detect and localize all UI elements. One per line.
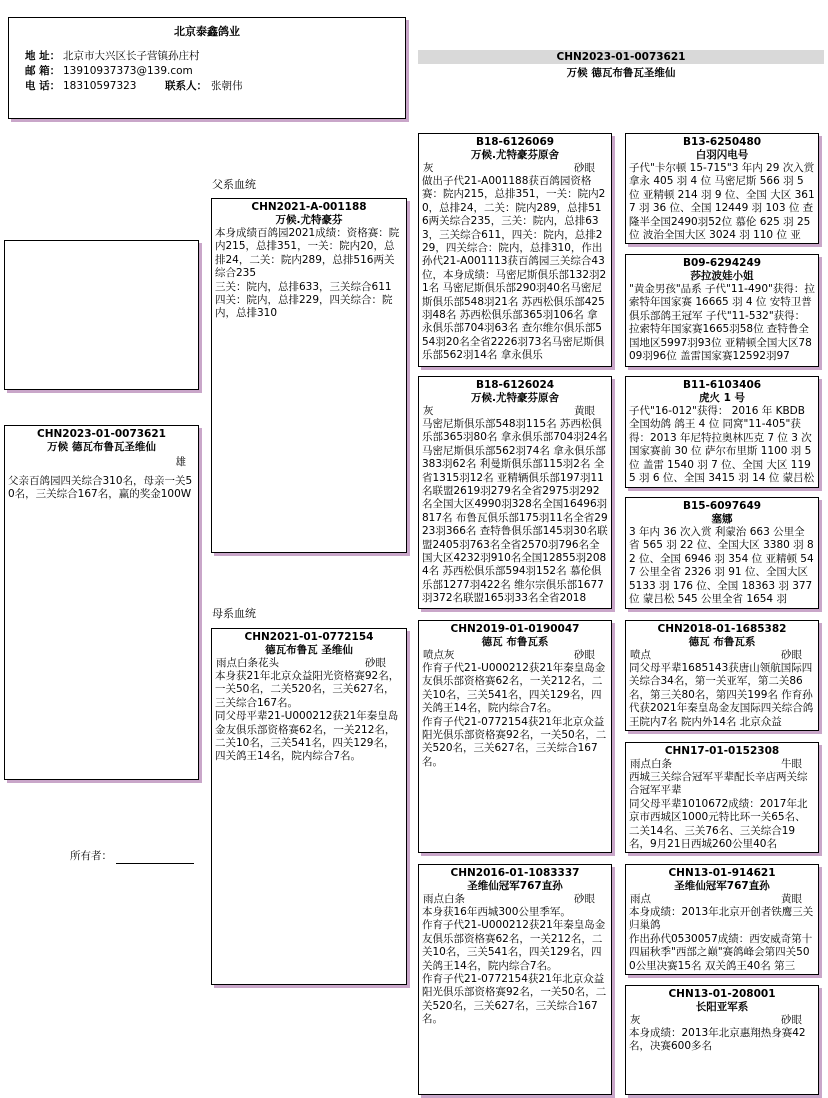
dsd-box xyxy=(625,742,819,853)
phone-line xyxy=(25,79,389,94)
dsd-text: 西城三关综合冠军平辈配长辛店两关综合冠军平辈 同父母平辈1010672成绩：2017年北京市西城区1000元特比环一关65名、二关14名、三关76名、三关综合19名，9月21日西城260公里40名 xyxy=(629,771,808,851)
address-line xyxy=(25,49,389,64)
top-title-ring: CHN2023-01-0073621 xyxy=(556,51,686,63)
ds-ring: CHN2019-01-0190047 xyxy=(450,623,580,635)
sdd-box xyxy=(625,497,819,609)
ddd-color: 灰 xyxy=(630,1014,641,1026)
dds-row xyxy=(626,893,818,906)
dsd-row xyxy=(626,758,818,771)
photo-box xyxy=(4,240,199,390)
ds-eye: 砂眼 xyxy=(574,649,595,661)
sds-box xyxy=(625,376,819,488)
dsd-color: 雨点白条 xyxy=(630,758,672,770)
ssd-name: 莎拉波娃小姐 xyxy=(690,270,754,282)
sire-ring: CHN2021-A-001188 xyxy=(251,201,367,213)
sd-color: 灰 xyxy=(423,405,434,417)
ddd-row xyxy=(626,1014,818,1027)
dd-name: 圣维仙冠军767直孙 xyxy=(467,880,563,892)
header-box xyxy=(8,17,406,119)
subject-box xyxy=(4,425,199,780)
dam-line-label: 母系血统 xyxy=(212,607,256,620)
dam-color: 雨点白条花头 xyxy=(216,657,279,669)
dds-eye: 黄眼 xyxy=(781,893,802,905)
subject-name: 万候 德瓦布鲁瓦圣维仙 xyxy=(47,441,156,453)
ss-ring: B18-6126069 xyxy=(475,136,555,148)
ds-name: 德瓦 布鲁瓦系 xyxy=(481,636,549,648)
sire-text: 本身成绩百鸽园2021成绩：资格赛：院内215，总排351，一关：院内20，总排24，二关：院内289，总排516两关综合235 三关：院内，总排633，三关综合611 四关：院内，总排229，四关综合：院内，总排310 xyxy=(215,227,400,320)
dd-text: 本身获16年西城300公里季军。 作育子代21-U000212获21年秦皇岛金友俱乐部资格赛62名，一关212名，二关10名，三关541名，四关129名，四关鸽王14名，院内综合7名。 作育子代21-0772154获21年北京众益阳光俱乐部资格赛92名，一关50名，二关520名，三关627名，三关综合167名。 xyxy=(422,906,607,1026)
dd-row xyxy=(419,893,611,906)
sss-text: 子代"卡尔顿 15-715"3 年内 29 次入赏 拿永 405 羽 4 位 马密尼斯 566 羽 5 位 亚精顿 214 羽 9 位、全国 大区 3617 羽 36 位、全国 12449 羽 103 位 查隆半全国2490羽52位 慕伦 625 羽 25 位 波治全国大区 3024 羽 110 位 亚 xyxy=(629,162,818,242)
email-value: 13910937373@139.com xyxy=(63,65,193,77)
sire-box xyxy=(211,198,407,553)
owner-blank xyxy=(116,851,194,864)
dam-text: 本身获21年北京众益阳光资格赛92名，一关50名，二关520名，三关627名，三关综合167名。 同父母平辈21-U000212获21年秦皇岛金友俱乐部资格赛62名，一关212名，二关10名，三关541名，四关129名，四关鸽王14名，院内综合7名。 xyxy=(215,670,400,763)
sds-text: 子代"16-012"获得： 2016 年 KBDB 全国幼鸽 鸽王 4 位 同窝"11-405"获得：2013 年尼特拉奥林匹克 7 位 3 次国家赛前 30 位 萨尔布里斯 1100 羽 5 位 盖雷 1540 羽 7 位、全国 大区 1195 羽 6 位、全国 3415 羽 14 位 蒙吕松 xyxy=(629,405,815,485)
dam-box xyxy=(211,628,407,985)
ddd-text: 本身成绩：2013年北京惠翔热身赛42名，决赛600多名 xyxy=(629,1027,806,1053)
dds-color: 雨点 xyxy=(630,893,651,905)
dds-ring: CHN13-01-914621 xyxy=(668,867,776,879)
ds-text: 作育子代21-U000212获21年秦皇岛金友俱乐部资格赛62名，一关212名，二关10名，三关541名，四关129名，四关鸽王14名，院内综合7名。 作育子代21-0772154获21年北京众益阳光俱乐部资格赛92名，一关50名，二关520名，三关627名，三关综合167名。 xyxy=(422,662,607,768)
ss-eye: 砂眼 xyxy=(574,162,595,174)
ssd-text: "黄金男孩"品系 子代"11-490"获得：拉索特年国家赛 16665 羽 4 位 安特卫普俱乐部鸽王冠军 子代"11-532"获得： 拉索特年国家赛1665羽58位 查特鲁全国地区5997羽93位 亚精顿全国大区7809羽96位 盖雷国家赛12592羽97 xyxy=(629,283,815,363)
phone-label: 电 话： xyxy=(25,80,61,92)
dam-ring: CHN2021-01-0772154 xyxy=(244,631,374,643)
phone-value: 18310597323 xyxy=(63,80,137,92)
subject-text: 父亲百鸽园四关综合310名，母亲一关50名，三关综合167名，赢的奖金100W xyxy=(8,475,193,501)
email-label: 邮 箱： xyxy=(25,65,61,77)
sire-name: 万候.尤特豪芬 xyxy=(275,214,343,226)
sd-ring: B18-6126024 xyxy=(475,379,555,391)
sd-box xyxy=(418,376,612,609)
company-name: 北京泰鑫鸽业 xyxy=(174,25,240,38)
sd-row xyxy=(419,405,611,418)
address-label: 地 址： xyxy=(25,50,61,62)
dds-box xyxy=(625,864,819,975)
ss-name: 万候.尤特豪芬原舍 xyxy=(471,149,559,161)
ddd-ring: CHN13-01-208001 xyxy=(668,988,776,1000)
dds-name: 圣维仙冠军767直孙 xyxy=(674,880,770,892)
ddd-box xyxy=(625,985,819,1095)
sd-text: 马密尼斯俱乐部548羽115名 苏西松俱乐部365羽80名 拿永俱乐部704羽24名 马密尼斯俱乐部562羽74名 拿永俱乐部383羽62名 利曼斯俱乐部115羽2名 全省1315羽12名 亚精辆俱乐部197羽11名联盟2619羽279名全省2975羽292名全国大区4990羽328名全国16496羽817名 布鲁瓦俱乐部175羽11名全省2923羽366名 查特鲁俱乐部145羽30名联盟2405羽763名全省2570羽796名全国大区4232羽910名全国12855羽2084名 苏西松俱乐部594羽152名 慕伦俱乐部1277羽422名 维尔宗俱乐部1677羽372名联盟165羽33名全省2018 xyxy=(422,418,611,605)
dd-color: 雨点白条 xyxy=(423,893,465,905)
sss-ring: B13-6250480 xyxy=(682,136,762,148)
sds-ring: B11-6103406 xyxy=(682,379,762,391)
dss-ring: CHN2018-01-1685382 xyxy=(657,623,787,635)
subject-ring: CHN2023-01-0073621 xyxy=(37,428,166,440)
dss-row xyxy=(626,649,818,662)
sd-eye: 黄眼 xyxy=(574,405,595,417)
dd-ring: CHN2016-01-1083337 xyxy=(450,867,580,879)
ss-color: 灰 xyxy=(423,162,434,174)
email-line xyxy=(25,64,389,79)
sss-name: 白羽闪电号 xyxy=(695,149,749,161)
subject-sex: 雄 xyxy=(175,456,186,468)
dss-color: 喷点 xyxy=(630,649,651,661)
dss-eye: 砂眼 xyxy=(781,649,802,661)
ss-text: 做出子代21-A001188获百鸽园资格赛：院内215，总排351，一关：院内20，总排24，二关：院内289，总排516两关综合235，三关：院内，总排633，三关综合611，四关：院内，总排229，四关综合：院内，总排310，作出孙代21-A001113获百鸽园三关综合43位，本身成绩：马密尼斯俱乐部132羽21名 马密尼斯俱乐部290羽40名马密尼斯俱乐部548羽21名 苏西松俱乐部425羽48名 苏西松俱乐部365羽106名 拿永俱乐部704羽63名 查尔维尔俱乐部554羽20名全省2226羽73名马密尼斯俱乐部562羽14名 拿永俱乐 xyxy=(422,175,607,362)
ds-row xyxy=(419,649,611,662)
ssd-ring: B09-6294249 xyxy=(682,257,762,269)
sss-box xyxy=(625,133,819,244)
dsd-eye: 牛眼 xyxy=(781,758,802,770)
dam-row xyxy=(212,657,406,670)
address-value: 北京市大兴区长子营镇孙庄村 xyxy=(63,50,200,62)
ds-color: 喷点灰 xyxy=(423,649,455,661)
contact-value: 张朝伟 xyxy=(211,80,243,92)
sdd-text: 3 年内 36 次入赏 利蒙治 663 公里全省 565 羽 22 位、全国大区 3380 羽 82 位、全国 6946 羽 354 位 亚精顿 547 公里全省 2326 羽 91 位、全国大区 5133 羽 176 位、全国 18363 羽 377 位 蒙吕松 545 公里全省 1654 羽 xyxy=(629,526,816,606)
ddd-eye: 砂眼 xyxy=(781,1014,802,1026)
dss-box xyxy=(625,620,819,731)
ss-box xyxy=(418,133,612,367)
dsd-ring: CHN17-01-0152308 xyxy=(664,745,780,757)
subject-row xyxy=(5,456,190,469)
dss-name: 德瓦 布鲁瓦系 xyxy=(688,636,756,648)
ds-box xyxy=(418,620,612,853)
sdd-name: 塞娜 xyxy=(711,513,733,525)
sire-line-label: 父系血统 xyxy=(212,178,256,191)
dam-eye: 砂眼 xyxy=(365,657,386,669)
owner-line xyxy=(70,850,194,864)
dd-eye: 砂眼 xyxy=(574,893,595,905)
top-title-bar xyxy=(418,50,824,64)
dss-text: 同父母平辈1685143获唐山领航国际四关综合34名，第一关亚军，第二关86名，第三关80名，第四关199名 作育孙代获2021年秦皇岛金友国际四关综合鸽王院内7名 院内外14名 北京众益 xyxy=(629,662,814,728)
owner-label: 所有者： xyxy=(70,850,112,862)
top-title-name: 万候 德瓦布鲁瓦圣维仙 xyxy=(566,67,676,79)
dd-box xyxy=(418,864,612,1095)
contact-label: 联系人： xyxy=(165,80,207,92)
dam-name: 德瓦布鲁瓦 圣维仙 xyxy=(265,644,353,656)
sd-name: 万候.尤特豪芬原舍 xyxy=(471,392,559,404)
sds-name: 虎火 1 号 xyxy=(698,392,746,404)
ssd-box xyxy=(625,254,819,367)
ddd-name: 长阳亚军系 xyxy=(695,1001,749,1013)
sdd-ring: B15-6097649 xyxy=(682,500,762,512)
ss-row xyxy=(419,162,611,175)
dds-text: 本身成绩：2013年北京开创者铁鹰三关归巢鸽 作出孙代0530057成绩：西安威奇第十四届秋季"西部之巅"赛鸽峰会第四关500公里决赛15名 双关鸽王40名 第三 xyxy=(629,906,814,972)
